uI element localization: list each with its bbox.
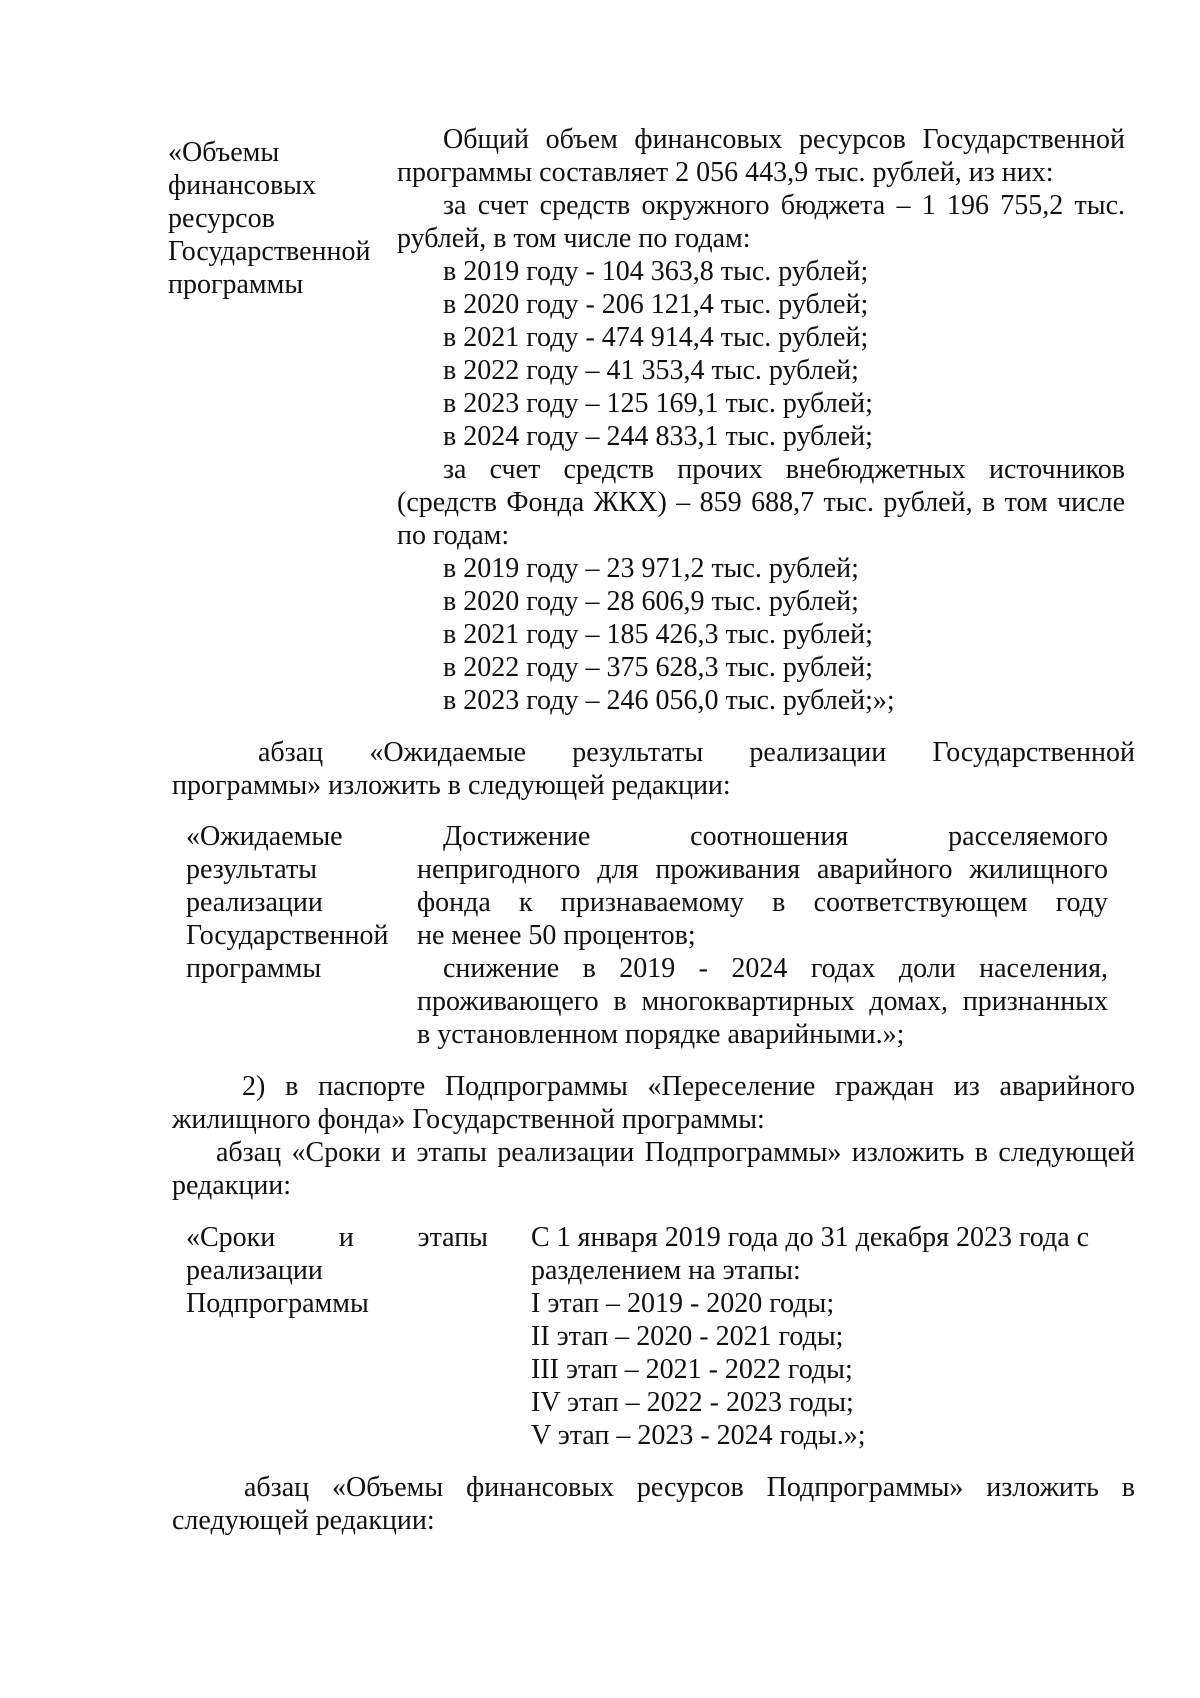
terms-line: I этап – 2019 - 2020 годы;	[531, 1288, 835, 1319]
paragraph-line: следующей редакции:	[172, 1505, 435, 1536]
paragraph-line: абзац «Ожидаемые результаты реализации Государственной	[258, 737, 1135, 768]
expected-line: в установленном порядке аварийными.»;	[417, 1019, 905, 1050]
expected-label-line: программы	[186, 953, 322, 984]
terms-line: разделением на этапы:	[531, 1255, 801, 1286]
fund-year-line: в 2023 году – 246 056,0 тыс. рублей;»;	[443, 685, 895, 716]
okrug-year-line: в 2021 году - 474 914,4 тыс. рублей;	[443, 322, 869, 353]
expected-label-line: «Ожидаемые	[186, 821, 343, 852]
okrug-line: рублей, в том числе по годам:	[397, 223, 751, 254]
expected-label-line: реализации	[186, 887, 323, 918]
terms-label-line: реализации	[186, 1255, 323, 1286]
terms-line: V этап – 2023 - 2024 годы.»;	[531, 1420, 866, 1451]
fund-year-line: в 2022 году – 375 628,3 тыс. рублей;	[443, 652, 873, 683]
expected-line: фонда к признаваемому в соответствующем году	[417, 887, 1108, 918]
financing-label-line: финансовых	[168, 170, 316, 201]
fund-line: (средств Фонда ЖКХ) – 859 688,7 тыс. рублей, в том числе	[397, 487, 1125, 518]
okrug-year-line: в 2022 году – 41 353,4 тыс. рублей;	[443, 355, 859, 386]
terms-line: II этап – 2020 - 2021 годы;	[531, 1321, 844, 1352]
expected-label-line: Государственной	[186, 920, 389, 951]
paragraph-line: жилищного фонда» Государственной программы:	[172, 1104, 765, 1135]
total-line: программы составляет 2 056 443,9 тыс. рублей, из них:	[397, 157, 1054, 188]
expected-line: Достижение соотношения расселяемого	[443, 821, 1108, 852]
expected-line: проживающего в многоквартирных домах, признанных	[417, 986, 1108, 1017]
total-line: Общий объем финансовых ресурсов Государственной	[443, 124, 1125, 155]
paragraph-line: программы» изложить в следующей редакции:	[172, 770, 731, 801]
paragraph-line: редакции:	[172, 1170, 292, 1201]
okrug-year-line: в 2019 году - 104 363,8 тыс. рублей;	[443, 256, 869, 287]
fund-year-line: в 2020 году – 28 606,9 тыс. рублей;	[443, 586, 859, 617]
terms-line: С 1 января 2019 года до 31 декабря 2023 года с	[531, 1222, 1090, 1253]
fund-year-line: в 2021 году – 185 426,3 тыс. рублей;	[443, 619, 873, 650]
financing-label-line: ресурсов	[168, 203, 275, 234]
terms-label-line: Подпрограммы	[186, 1288, 369, 1319]
expected-line: не менее 50 процентов;	[417, 920, 696, 951]
fund-line: по годам:	[397, 520, 510, 551]
fund-line: за счет средств прочих внебюджетных источников	[443, 454, 1125, 485]
paragraph-line: абзац «Объемы финансовых ресурсов Подпрограммы» изложить в	[244, 1472, 1135, 1503]
financing-label-line: программы	[168, 269, 304, 300]
okrug-year-line: в 2020 году - 206 121,4 тыс. рублей;	[443, 289, 869, 320]
expected-label-line: результаты	[186, 854, 318, 885]
terms-label-line: «Сроки и этапы	[186, 1222, 488, 1253]
okrug-line: за счет средств окружного бюджета – 1 196 755,2 тыс.	[443, 190, 1125, 221]
okrug-year-line: в 2024 году – 244 833,1 тыс. рублей;	[443, 421, 873, 452]
paragraph-line: 2) в паспорте Подпрограммы «Переселение граждан из аварийного	[242, 1071, 1135, 1102]
terms-line: IV этап – 2022 - 2023 годы;	[531, 1387, 854, 1418]
expected-line: снижение в 2019 - 2024 годах доли населения,	[443, 953, 1108, 984]
financing-label-line: «Объемы	[168, 137, 280, 168]
terms-line: III этап – 2021 - 2022 годы;	[531, 1354, 853, 1385]
financing-label-line: Государственной	[168, 236, 371, 267]
fund-year-line: в 2019 году – 23 971,2 тыс. рублей;	[443, 553, 859, 584]
okrug-year-line: в 2023 году – 125 169,1 тыс. рублей;	[443, 388, 873, 419]
paragraph-line: абзац «Сроки и этапы реализации Подпрограммы» изложить в следующей	[216, 1137, 1135, 1168]
expected-line: непригодного для проживания аварийного жилищного	[417, 854, 1108, 885]
